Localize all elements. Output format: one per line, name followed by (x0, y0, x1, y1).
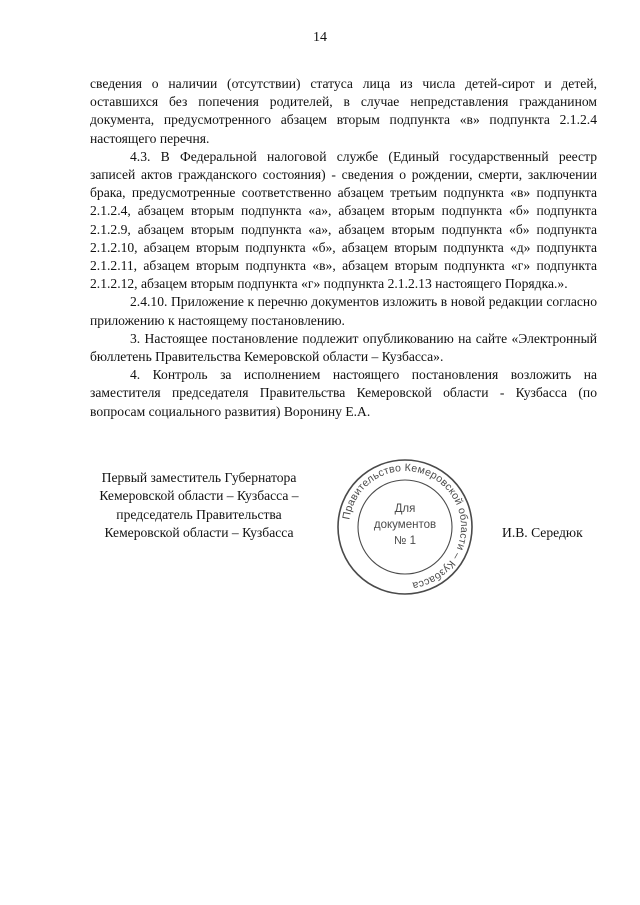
seal-ring-text: Правительство Кемеровской области – Кузбасса (340, 461, 471, 592)
document-body (90, 75, 597, 421)
paragraph-orphan-status: сведения о наличии (отсутствии) статуса лица из числа детей-сирот и детей, оставшихся без попечения родителей, в случае непредставления гражданином документа, предусмотренного абзацем вторым подпункта «в» подпункта 2.1.2.4 настоящего перечня. (90, 76, 597, 146)
seal-center-line: Для (394, 503, 416, 515)
seal-center-line: документов (373, 519, 437, 531)
official-seal (335, 457, 475, 597)
paragraph-appendix: 2.4.10. Приложение к перечню документов изложить в новой редакции согласно приложению к настоящему постановлению. (90, 294, 597, 328)
signatory-title-line: Кемеровской области – Кузбасса (104, 525, 294, 541)
signatory-title (82, 469, 316, 543)
paragraph-control: 4. Контроль за исполнением настоящего постановления возложить на заместителя председателя Правительства Кемеровской области - Кузбасса (по вопросам социального развития) Воронину Е.А. (90, 367, 597, 419)
signatory-title-line: Кемеровской области – Кузбасса – (99, 488, 299, 504)
seal-center-line: № 1 (394, 535, 416, 547)
signatory-name: И.В. Середюк (502, 525, 583, 540)
signatory-title-line: председатель Правительства (116, 506, 282, 522)
page-number: 14 (313, 30, 327, 45)
signatory-title-line: Первый заместитель Губернатора (101, 470, 297, 485)
paragraph-publication: 3. Настоящее постановление подлежит опубликованию на сайте «Электронный бюллетень Правительства Кемеровской области – Кузбасса». (90, 330, 597, 365)
paragraph-tax-service: 4.3. В Федеральной налоговой службе (Единый государственный реестр записей актов гражданского состояния) - сведения о рождении, смерти, заключении брака, предусмотренные соответственно абзацем третьим подпункта «в» подпункта 2.1.2.4, абзацем вторым подпункта «а», абзацем вторым подпункта «б» подпункта 2.1.2.9, абзацем вторым подпункта «а», абзацем вторым подпункта «б» подпункта 2.1.2.10, абзацем вторым подпункта «б», абзацем вторым подпункта «д» подпункта 2.1.2.11, абзацем вторым подпункта «в», абзацем вторым подпункта «г» подпункта 2.1.2.12, абзацем вторым подпункта «г» подпункта 2.1.2.13 настоящего Порядка.». (90, 148, 597, 292)
